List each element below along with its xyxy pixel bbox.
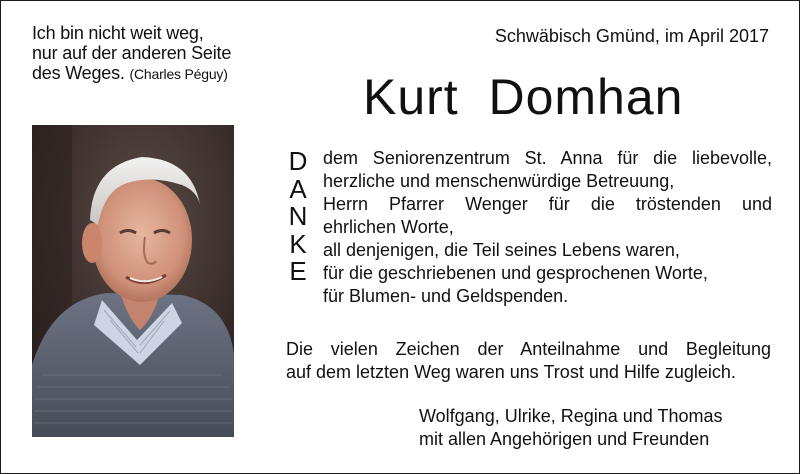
portrait-photo (32, 125, 234, 437)
danke-vertical-word (286, 148, 310, 286)
place-and-date: Schwäbisch Gmünd, im April 2017 (494, 26, 769, 46)
memorial-quote (32, 23, 231, 84)
signers (419, 405, 723, 451)
danke-letter: A (289, 173, 307, 204)
danke-letter: N (288, 201, 308, 231)
closing-line: Die vielen Zeichen der Anteilnahme und Begleitung (286, 339, 771, 359)
thanks-line: all denjenigen, die Teil seines Lebens waren, (323, 240, 680, 260)
quote-line-2: nur auf der anderen Seite (32, 43, 232, 63)
closing-line: auf dem letzten Weg waren uns Trost und Hilfe zugleich. (286, 362, 736, 382)
danke-letter: E (289, 256, 307, 286)
quote-line-1: Ich bin nicht weit weg, (32, 23, 204, 43)
thanks-line: herzliche und menschenwürdige Betreuung, (323, 171, 675, 191)
signers-line: mit allen Angehörigen und Freunden (419, 429, 710, 449)
deceased-name: Kurt Domhan (363, 69, 684, 125)
danke-letter: D (288, 146, 308, 176)
quote-line-3 (32, 63, 231, 84)
danke-letter: K (289, 228, 307, 259)
thanks-line: für die geschriebenen und gesprochenen Worte, (323, 263, 708, 283)
thanks-list (323, 147, 772, 308)
thanks-line: dem Seniorenzentrum St. Anna für die liebevolle, (323, 148, 772, 168)
quote-author: (Charles Péguy) (129, 66, 228, 82)
signers-line: Wolfgang, Ulrike, Regina und Thomas (419, 406, 723, 426)
quote-line-3-text: des Weges. (32, 63, 125, 83)
thanks-line: für Blumen- und Geldspenden. (323, 286, 569, 306)
thanks-line: ehrlichen Worte, (323, 217, 454, 237)
closing-paragraph (286, 338, 771, 384)
thanks-line: Herrn Pfarrer Wenger für die tröstenden und (323, 194, 772, 214)
portrait-image (32, 125, 234, 437)
